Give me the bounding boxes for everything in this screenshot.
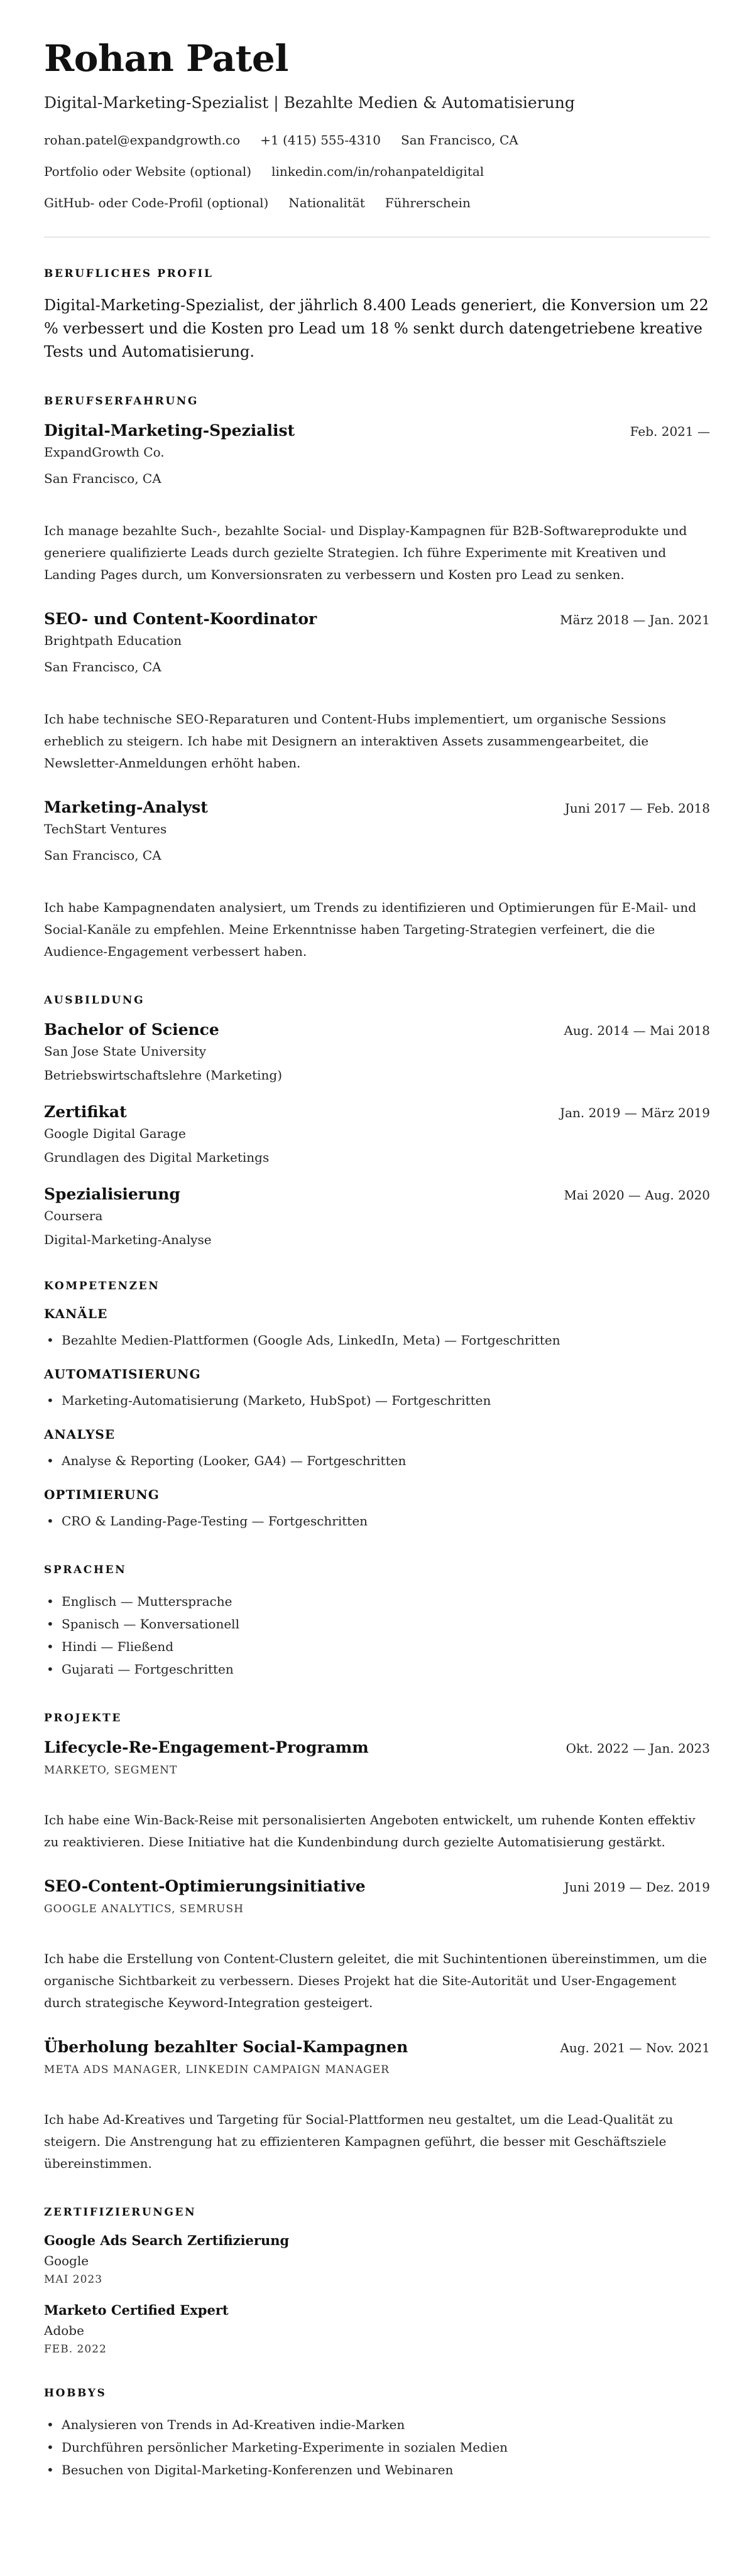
skill-group-heading: ANALYSE bbox=[44, 1427, 116, 1442]
language-item: • Englisch — Muttersprache bbox=[44, 1590, 710, 1613]
certification-issuer: Google bbox=[44, 2253, 89, 2269]
project-entry bbox=[44, 1877, 710, 2014]
skill-group-heading: OPTIMIERUNG bbox=[44, 1487, 160, 1503]
project-tech: GOOGLE ANALYTICS, SEMRUSH bbox=[44, 1903, 244, 1916]
language-item: • Hindi — Fließend bbox=[44, 1635, 710, 1658]
project-tech: META ADS MANAGER, LINKEDIN CAMPAIGN MANAGER bbox=[44, 2064, 390, 2077]
project-description: Ich habe Ad-Kreatives und Targeting für Social-Plattformen neu gestaltet, um die Lead-Qualität zu steigern. Die Anstrengung hat zu effizienteren Kampagnen geführt, die besser mit Geschäftsziele übereinstimmen. bbox=[44, 2112, 674, 2172]
profile-section bbox=[44, 268, 710, 364]
job-title: SEO- und Content-Koordinator bbox=[44, 610, 317, 629]
experience-section bbox=[44, 395, 710, 963]
skill-item: • Marketing-Automatisierung (Marketo, HubSpot) — Fortgeschritten bbox=[44, 1389, 710, 1412]
education-entry bbox=[44, 1185, 710, 1248]
section-title: BERUFSERFAHRUNG bbox=[44, 395, 199, 408]
contact-linkedin[interactable]: linkedin.com/in/rohanpateldigital bbox=[271, 163, 484, 179]
project-description: Ich habe eine Win-Back-Reise mit personalisierten Angeboten entwickelt, um ruhende Konten effektiv zu reaktivieren. Diese Initiative hat die Kundenbindung durch gezielte Automatisierung gestärkt. bbox=[44, 1812, 696, 1850]
certification-entry bbox=[44, 2232, 710, 2286]
language-item: • Gujarati — Fortgeschritten bbox=[44, 1658, 710, 1680]
education-section bbox=[44, 994, 710, 1248]
field-of-study: Betriebswirtschaftslehre (Marketing) bbox=[44, 1068, 283, 1083]
degree-title: Zertifikat bbox=[44, 1103, 127, 1122]
project-name: Überholung bezahlter Social-Kampagnen bbox=[44, 2038, 408, 2057]
experience-entry bbox=[44, 421, 710, 586]
experience-entry bbox=[44, 798, 710, 963]
education-date: Mai 2020 — Aug. 2020 bbox=[564, 1188, 710, 1203]
hobby-item: • Besuchen von Digital-Marketing-Konferenzen und Webinaren bbox=[44, 2459, 710, 2481]
job-description: Ich manage bezahlte Such-, bezahlte Social- und Display-Kampagnen für B2B-Softwareprodukte und generiere qualifizierte Leads durch gezielte Strategien. Ich führe Experimente mit Kreativen und Landing Pages durch, um Konversionsraten zu verbessern und Kosten pro Lead zu senken. bbox=[44, 523, 687, 583]
certification-entry bbox=[44, 2302, 710, 2356]
headline: Digital-Marketing-Spezialist | Bezahlte Medien & Automatisierung bbox=[44, 93, 575, 112]
school-name: Coursera bbox=[44, 1208, 103, 1224]
contact-portfolio[interactable]: Portfolio oder Website (optional) bbox=[44, 163, 252, 179]
resume-header bbox=[44, 39, 710, 212]
company-name: ExpandGrowth Co. bbox=[44, 445, 165, 460]
certifications-section bbox=[44, 2206, 710, 2356]
degree-title: Spezialisierung bbox=[44, 1185, 180, 1204]
contact-row-links bbox=[44, 163, 710, 180]
candidate-name: Rohan Patel bbox=[44, 37, 288, 80]
section-title: SPRACHEN bbox=[44, 1564, 127, 1577]
school-name: San Jose State University bbox=[44, 1044, 207, 1059]
project-date: Okt. 2022 — Jan. 2023 bbox=[566, 1741, 710, 1756]
project-date: Juni 2019 — Dez. 2019 bbox=[564, 1880, 710, 1895]
job-date: Feb. 2021 — bbox=[630, 424, 710, 440]
project-tech: MARKETO, SEGMENT bbox=[44, 1764, 178, 1777]
job-title: Digital-Marketing-Spezialist bbox=[44, 421, 295, 440]
project-entry bbox=[44, 2038, 710, 2175]
company-name: Brightpath Education bbox=[44, 633, 182, 649]
job-date: Juni 2017 — Feb. 2018 bbox=[564, 801, 710, 816]
project-name: Lifecycle-Re-Engagement-Programm bbox=[44, 1738, 369, 1757]
skill-group bbox=[44, 1427, 710, 1472]
job-description: Ich habe technische SEO-Reparaturen und Content-Hubs implementiert, um organische Sessions erheblich zu steigern. Ich habe mit Designern an interaktiven Assets zusammengearbeitet, die Newsletter-Anmeldungen erhöht haben. bbox=[44, 712, 666, 771]
certification-date: MAI 2023 bbox=[44, 2273, 103, 2286]
skill-group-heading: KANÄLE bbox=[44, 1306, 108, 1322]
job-location: San Francisco, CA bbox=[44, 471, 161, 487]
section-title: AUSBILDUNG bbox=[44, 994, 145, 1007]
certification-date: FEB. 2022 bbox=[44, 2343, 107, 2356]
job-location: San Francisco, CA bbox=[44, 659, 161, 675]
education-entry bbox=[44, 1103, 710, 1166]
contact-row-extra bbox=[44, 194, 710, 212]
field-of-study: Digital-Marketing-Analyse bbox=[44, 1232, 212, 1248]
contact-phone[interactable]: +1 (415) 555-4310 bbox=[260, 132, 381, 148]
certification-issuer: Adobe bbox=[44, 2323, 84, 2339]
hobby-item: • Analysieren von Trends in Ad-Kreativen indie-Marken bbox=[44, 2413, 710, 2436]
education-date: Aug. 2014 — Mai 2018 bbox=[564, 1023, 710, 1039]
skill-group-heading: AUTOMATISIERUNG bbox=[44, 1366, 201, 1382]
contact-location: San Francisco, CA bbox=[401, 132, 518, 148]
projects-section bbox=[44, 1712, 710, 2175]
project-name: SEO-Content-Optimierungsinitiative bbox=[44, 1877, 366, 1896]
degree-title: Bachelor of Science bbox=[44, 1020, 219, 1039]
profile-text: Digital-Marketing-Spezialist, der jährlich 8.400 Leads generiert, die Konversion um 22 % verbessert und die Kosten pro Lead um 18 % senkt durch datengetriebene kreative Tests und Automatisierung. bbox=[44, 296, 709, 361]
job-title: Marketing-Analyst bbox=[44, 798, 208, 817]
section-title: ZERTIFIZIERUNGEN bbox=[44, 2206, 197, 2219]
education-date: Jan. 2019 — März 2019 bbox=[560, 1105, 710, 1121]
hobbies-section bbox=[44, 2387, 710, 2481]
company-name: TechStart Ventures bbox=[44, 821, 167, 837]
hobby-item: • Durchführen persönlicher Marketing-Experimente in sozialen Medien bbox=[44, 2436, 710, 2459]
field-of-study: Grundlagen des Digital Marketings bbox=[44, 1150, 270, 1166]
job-date: März 2018 — Jan. 2021 bbox=[560, 612, 710, 628]
school-name: Google Digital Garage bbox=[44, 1126, 186, 1142]
languages-section bbox=[44, 1564, 710, 1680]
project-entry bbox=[44, 1738, 710, 1853]
section-title: PROJEKTE bbox=[44, 1712, 122, 1725]
section-title: HOBBYS bbox=[44, 2387, 107, 2400]
certification-name: Google Ads Search Zertifizierung bbox=[44, 2232, 290, 2249]
project-date: Aug. 2021 — Nov. 2021 bbox=[560, 2040, 710, 2056]
contact-email[interactable]: rohan.patel@expandgrowth.co bbox=[44, 132, 241, 148]
skill-group bbox=[44, 1306, 710, 1351]
job-location: San Francisco, CA bbox=[44, 848, 161, 863]
project-description: Ich habe die Erstellung von Content-Clustern geleitet, die mit Suchintentionen übereinstimmen, um die organische Sichtbarkeit zu verbessern. Dieses Projekt hat die Site-Autorität und User-Engagement durch strategische Keyword-Integration gesteigert. bbox=[44, 1951, 708, 2011]
experience-entry bbox=[44, 610, 710, 774]
contact-row-primary bbox=[44, 131, 710, 149]
skills-section bbox=[44, 1280, 710, 1532]
certification-name: Marketo Certified Expert bbox=[44, 2302, 229, 2319]
job-description: Ich habe Kampagnendaten analysiert, um Trends zu identifizieren und Optimierungen für E-Mail- und Social-Kanäle zu empfehlen. Meine Erkenntnisse haben Targeting-Strategien verfeinert, die die Audience-Engagement verbessert haben. bbox=[44, 900, 697, 960]
skill-item: • Bezahlte Medien-Plattformen (Google Ads, LinkedIn, Meta) — Fortgeschritten bbox=[44, 1329, 710, 1351]
skill-item: • CRO & Landing-Page-Testing — Fortgeschritten bbox=[44, 1510, 710, 1532]
skill-group bbox=[44, 1487, 710, 1532]
education-entry bbox=[44, 1020, 710, 1084]
skill-group bbox=[44, 1366, 710, 1412]
contact-license: Führerschein bbox=[385, 195, 471, 210]
section-title: BERUFLICHES PROFIL bbox=[44, 267, 214, 280]
skill-item: • Analyse & Reporting (Looker, GA4) — Fortgeschritten bbox=[44, 1449, 710, 1472]
language-item: • Spanisch — Konversationell bbox=[44, 1613, 710, 1635]
contact-github[interactable]: GitHub- oder Code-Profil (optional) bbox=[44, 195, 269, 210]
section-title: KOMPETENZEN bbox=[44, 1280, 160, 1293]
contact-nationality: Nationalität bbox=[288, 195, 365, 210]
